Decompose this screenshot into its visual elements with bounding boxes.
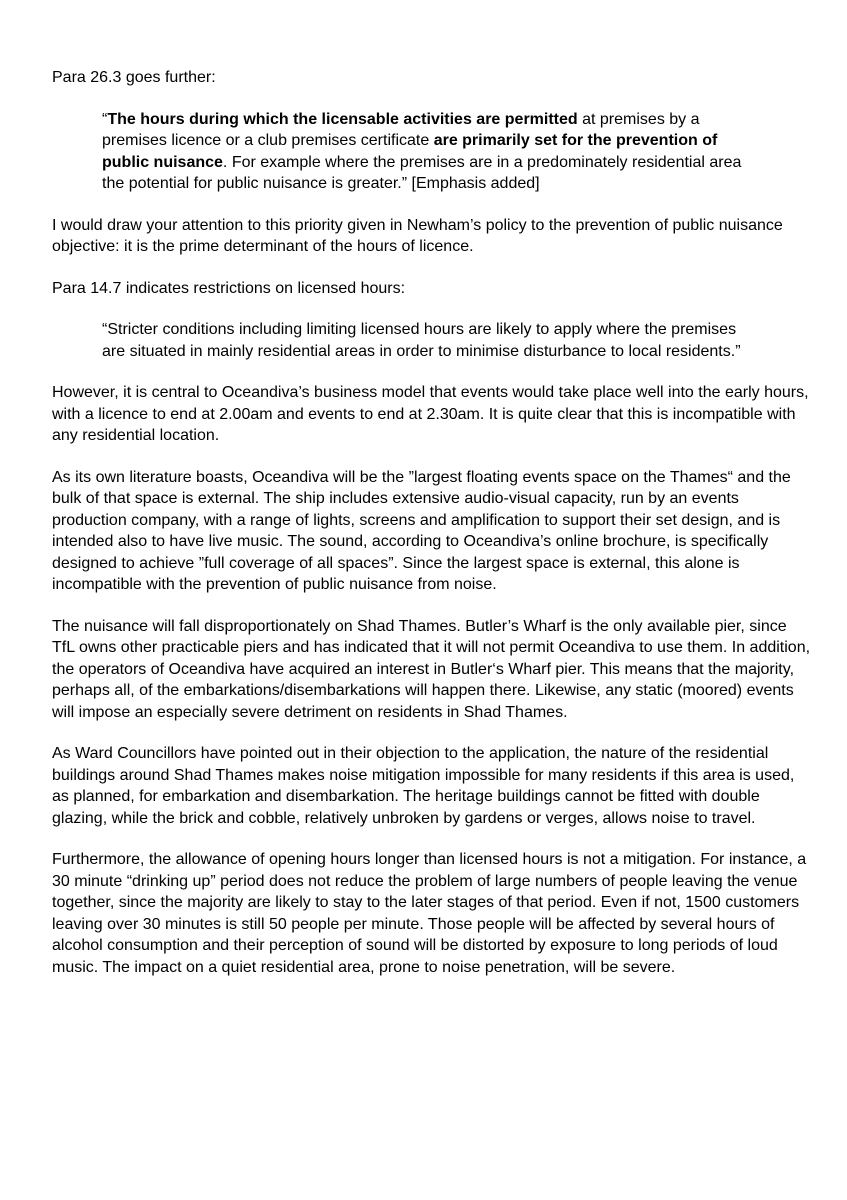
para-shad-thames: The nuisance will fall disproportionately on Shad Thames. Butler’s Wharf is the only available pier, since TfL owns other practicable piers and has indicated that it will not permit Oceandiva to use them. In addition, the operators of Oceandiva have acquired an interest in Butler‘s Wharf pier. This means that the majority, perhaps all, of the embarkations/disembarkations will happen there. Likewise, any static (moored) events will impose an especially severe detriment on residents in Shad Thames. (52, 617, 811, 721)
para-opening-hours: Furthermore, the allowance of opening hours longer than licensed hours is not a mitigation. For instance, a 30 minute “drinking up” period does not reduce the problem of large numbers of people leaving the venue together, since the majority are likely to stay to the later stages of that period. Even if not, 1500 customers leaving over 30 minutes is still 50 people per minute. Those people will be affected by several hours of alcohol consumption and their perception of sound will be distorted by exposure to long periods of loud music. The impact on a quiet residential area, prone to noise penetration, will be severe. (52, 851, 807, 976)
quote-para-14-7: “Stricter conditions including limiting licensed hours are likely to apply where the premises are situated in mainly residential areas in order to minimise disturbance to local residents.” (102, 321, 741, 360)
quote-bold-hours: The hours during which the licensable activities are permitted (107, 110, 578, 128)
document-body (52, 67, 812, 998)
para-ward-councillors: As Ward Councillors have pointed out in their objection to the application, the nature of the residential buildings around Shad Thames makes noise mitigation impossible for many residents if this area is used, as planned, for embarkation and disembarkation. The heritage buildings cannot be fitted with double glazing, while the brick and cobble, relatively unbroken by gardens or verges, allows noise to travel. (52, 745, 795, 827)
quote-open-mark: “ (102, 110, 108, 128)
quote-para-26-3 (102, 109, 762, 195)
para-literature: As its own literature boasts, Oceandiva will be the ”largest floating events space on the Thames“ and the bulk of that space is external. The ship includes extensive audio-visual capacity, run by an events production company, with a range of lights, screens and amplification to support their set design, and is intended also to have live music. The sound, according to Oceandiva’s online brochure, is specifically designed to achieve ”full coverage of all spaces”. Since the largest space is external, this alone is incompatible with the prevention of public nuisance from noise. (52, 468, 791, 593)
quote-text-example: . For example where the premises are in a predominately residential area the potential for public nuisance is greater.” [Emphasis added] (102, 153, 742, 192)
para-26-3-intro: Para 26.3 goes further: (52, 69, 216, 86)
quote-text-premises: at premises by a premises licence or a club premises certificate (102, 110, 700, 149)
quote-bold-nuisance: are primarily set for the prevention of public nuisance (102, 132, 718, 171)
para-business-model: However, it is central to Oceandiva’s business model that events would take place well into the early hours, with a licence to end at 2.00am and events to end at 2.30am. It is quite clear that this is incompatible with any residential location. (52, 384, 809, 444)
para-newham-priority: I would draw your attention to this priority given in Newham’s policy to the prevention of public nuisance objective: it is the prime determinant of the hours of licence. (52, 216, 783, 255)
para-14-7-intro: Para 14.7 indicates restrictions on licensed hours: (52, 279, 406, 297)
